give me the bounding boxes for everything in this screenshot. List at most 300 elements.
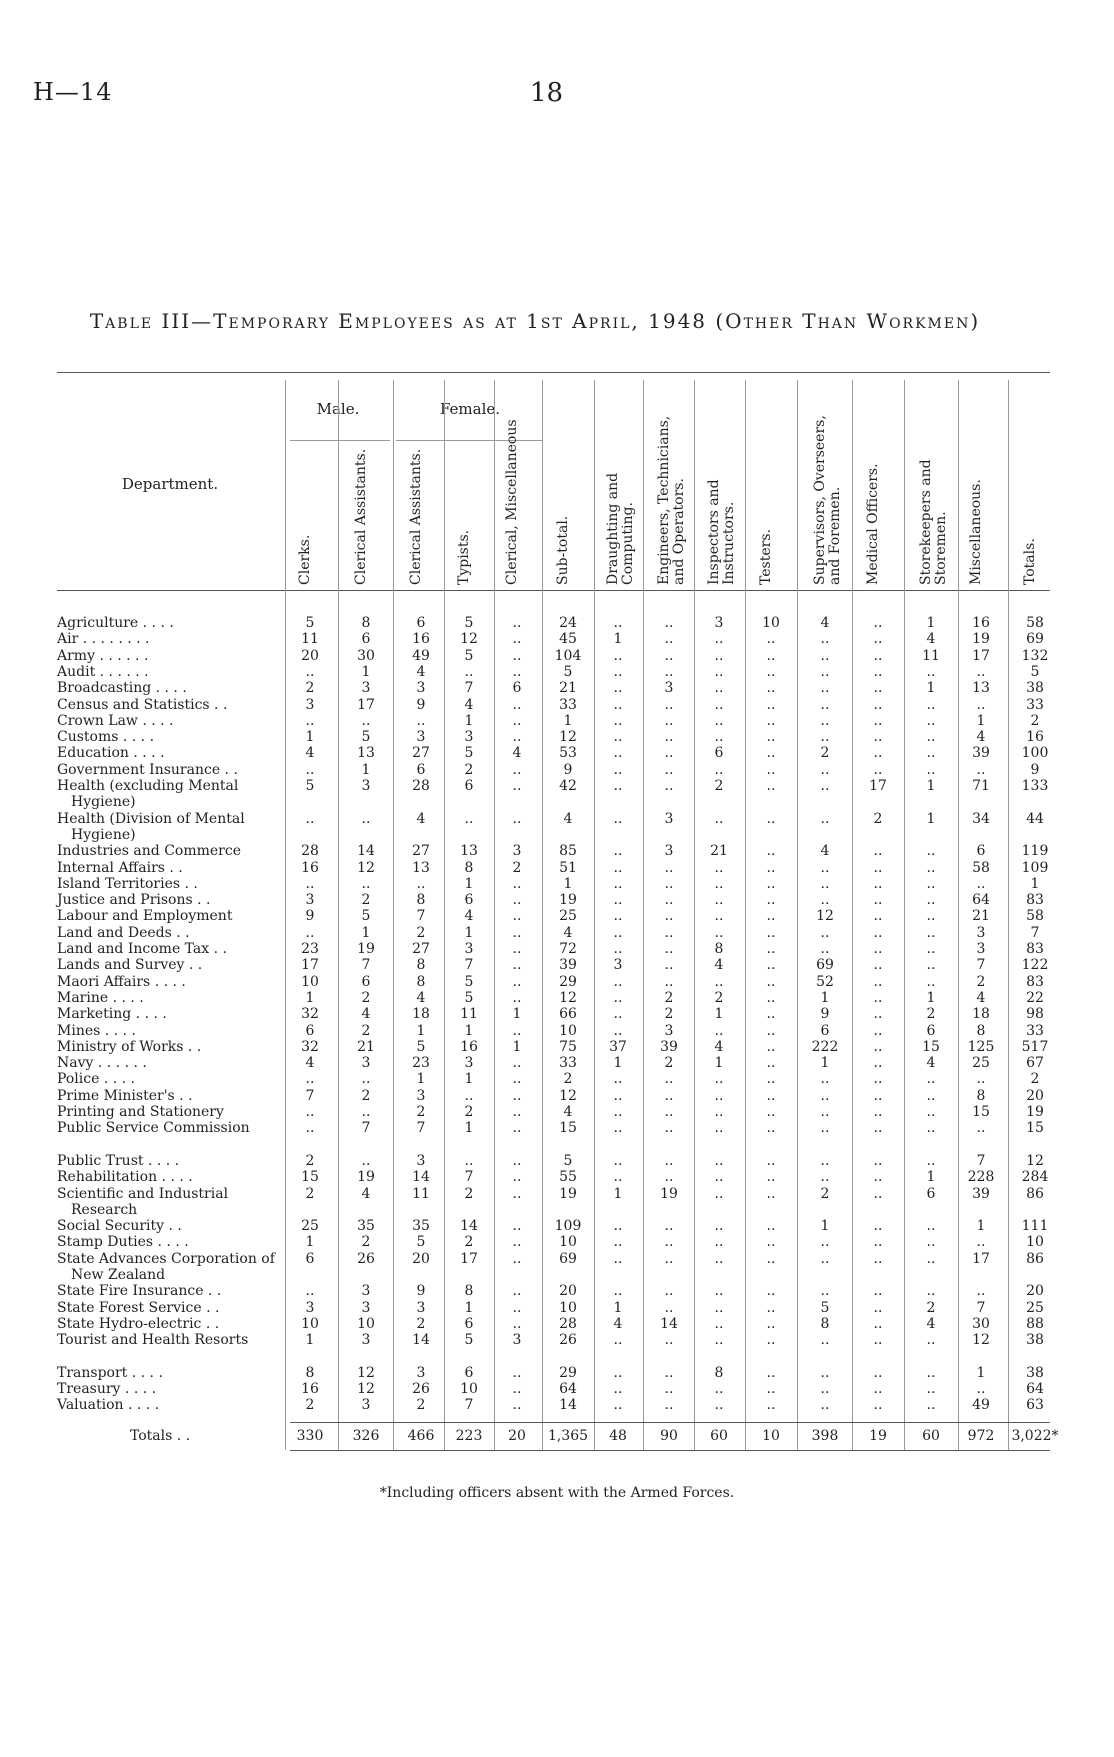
table-cell: 4 <box>714 957 724 974</box>
table-cell: .. <box>512 631 522 648</box>
table-cell: .. <box>766 1397 776 1414</box>
table-cell: .. <box>926 712 936 729</box>
table-cell: .. <box>512 989 522 1006</box>
table-cell: 21 <box>972 908 990 925</box>
table-cell: 1 <box>464 875 474 892</box>
table-cell: .. <box>820 1283 830 1300</box>
table-cell: .. <box>976 696 986 713</box>
table-cell: .. <box>766 631 776 648</box>
table-cell: 27 <box>412 941 430 957</box>
table-cell: .. <box>766 761 776 778</box>
table-cell: .. <box>820 892 830 909</box>
table-cell: .. <box>820 696 830 713</box>
department-name: State Hydro-electric . . <box>57 1315 220 1332</box>
table-cell: 14 <box>412 1169 430 1186</box>
table-cell: 1 <box>464 1022 474 1039</box>
table-cell: 6 <box>512 680 522 697</box>
column-header: Sub-total. <box>555 515 571 585</box>
table-cell: .. <box>820 1364 830 1381</box>
table-cell: 3 <box>976 924 986 941</box>
table-cell: .. <box>926 973 936 990</box>
department-name: Transport . . . . <box>57 1364 163 1381</box>
table-cell: .. <box>613 924 623 941</box>
table-cell: 6 <box>976 843 986 860</box>
table-cell: .. <box>664 696 674 713</box>
department-name: Public Service Commission <box>57 1120 250 1137</box>
column-header: Clerks. <box>297 534 313 585</box>
table-cell: 25 <box>301 1218 319 1235</box>
table-cell: .. <box>766 1299 776 1316</box>
table-cell: 1 <box>820 989 830 1006</box>
table-cell: 10 <box>460 1381 478 1398</box>
table-cell: .. <box>613 973 623 990</box>
table-cell: .. <box>664 1104 674 1120</box>
table-cell: .. <box>664 745 674 762</box>
table-cell: .. <box>820 1152 830 1169</box>
table-cell: 27 <box>412 745 430 762</box>
table-cell: .. <box>766 875 776 892</box>
table-cell: 2 <box>926 1299 936 1316</box>
table-cell: 8 <box>714 941 724 957</box>
column-header: Testers. <box>758 529 774 585</box>
table-cell: .. <box>873 1055 883 1072</box>
table-cell: .. <box>664 1234 674 1251</box>
table-cell: 1 <box>976 1364 986 1381</box>
table-cell: 7 <box>416 908 426 925</box>
table-cell: 29 <box>559 973 577 990</box>
table-cell: 37 <box>609 1038 627 1055</box>
table-cell: 2 <box>361 989 371 1006</box>
table-cell: 109 <box>1021 859 1049 876</box>
table-cell: .. <box>873 892 883 909</box>
table-cell: 104 <box>554 647 582 664</box>
table-cell: .. <box>873 1185 883 1202</box>
table-cell: .. <box>664 908 674 925</box>
table-cell: .. <box>361 712 371 729</box>
table-cell: 4 <box>563 810 573 827</box>
table-cell: .. <box>873 989 883 1006</box>
table-cell: 6 <box>464 1364 474 1381</box>
table-cell: 1 <box>613 1299 623 1316</box>
table-cell: .. <box>873 875 883 892</box>
table-cell: 33 <box>1026 696 1044 713</box>
table-cell: .. <box>820 1169 830 1186</box>
table-cell: 19 <box>357 941 375 957</box>
table-cell: 2 <box>664 989 674 1006</box>
table-cell: .. <box>926 924 936 941</box>
table-cell: 2 <box>361 1022 371 1039</box>
department-name: Valuation . . . . <box>57 1397 160 1414</box>
table-cell: .. <box>766 924 776 941</box>
table-cell: 2 <box>714 989 724 1006</box>
table-cell: 12 <box>816 908 834 925</box>
table-cell: 2 <box>1030 712 1040 729</box>
table-cell: 58 <box>1026 615 1044 631</box>
table-cell: .. <box>613 1381 623 1398</box>
table-cell: 5 <box>305 778 315 794</box>
table-cell: .. <box>512 957 522 974</box>
table-cell: 12 <box>559 1087 577 1104</box>
table-cell: .. <box>305 1120 315 1137</box>
table-cell: 10 <box>559 1234 577 1251</box>
table-cell: .. <box>305 663 315 680</box>
department-name: Justice and Prisons . . <box>57 892 211 909</box>
column-separator <box>338 380 339 1450</box>
table-cell: .. <box>766 647 776 664</box>
table-cell: 98 <box>1026 1006 1044 1023</box>
table-cell: 7 <box>361 957 371 974</box>
table-cell: .. <box>664 1120 674 1137</box>
table-cell: .. <box>664 1071 674 1088</box>
table-cell: 45 <box>559 631 577 648</box>
table-cell: .. <box>873 1022 883 1039</box>
table-cell: .. <box>613 663 623 680</box>
table-cell: .. <box>305 712 315 729</box>
table-cell: .. <box>820 647 830 664</box>
table-cell: 25 <box>972 1055 990 1072</box>
table-cell: 20 <box>412 1250 430 1267</box>
table-cell: .. <box>664 859 674 876</box>
table-cell: .. <box>926 957 936 974</box>
table-cell: 8 <box>464 1283 474 1300</box>
table-cell: .. <box>820 663 830 680</box>
table-cell: 1 <box>512 1038 522 1055</box>
table-cell: 4 <box>305 1055 315 1072</box>
table-cell: .. <box>613 810 623 827</box>
table-cell: .. <box>664 973 674 990</box>
table-cell: 17 <box>357 696 375 713</box>
table-cell: .. <box>512 908 522 925</box>
table-cell: .. <box>305 810 315 827</box>
table-cell: 2 <box>361 1087 371 1104</box>
column-header: Clerical Assistants. <box>353 448 369 585</box>
table-cell: .. <box>976 1234 986 1251</box>
totals-cell: 398 <box>811 1427 839 1444</box>
table-cell: .. <box>714 712 724 729</box>
table-cell: .. <box>613 1087 623 1104</box>
table-cell: 1 <box>926 1169 936 1186</box>
table-cell: 7 <box>361 1120 371 1137</box>
table-cell: 12 <box>559 729 577 746</box>
department-name: Industries and Commerce <box>57 843 241 860</box>
table-cell: .. <box>766 1381 776 1398</box>
table-cell: .. <box>873 1152 883 1169</box>
table-cell: 3 <box>305 892 315 909</box>
department-name: Maori Affairs . . . . <box>57 973 186 990</box>
table-cell: 228 <box>967 1169 995 1186</box>
department-name: Audit . . . . . . <box>57 663 149 680</box>
table-cell: .. <box>613 696 623 713</box>
table-cell: .. <box>512 729 522 746</box>
table-cell: 17 <box>301 957 319 974</box>
table-cell: 17 <box>972 647 990 664</box>
column-header: Medical Officers. <box>865 463 881 585</box>
table-cell: .. <box>664 761 674 778</box>
table-cell: 35 <box>357 1218 375 1235</box>
table-cell: .. <box>361 810 371 827</box>
table-cell: 1 <box>714 1055 724 1072</box>
table-cell: 8 <box>714 1364 724 1381</box>
table-cell: 58 <box>1026 908 1044 925</box>
table-cell: .. <box>512 973 522 990</box>
column-header: Draughting and Computing. <box>605 472 636 585</box>
table-cell: .. <box>873 1283 883 1300</box>
table-cell: .. <box>305 875 315 892</box>
table-cell: 4 <box>926 1315 936 1332</box>
table-cell: 15 <box>301 1169 319 1186</box>
table-cell: .. <box>766 1087 776 1104</box>
table-cell: 2 <box>664 1006 674 1023</box>
table-cell: .. <box>714 663 724 680</box>
table-cell: 11 <box>922 647 940 664</box>
table-cell: 1 <box>361 663 371 680</box>
table-cell: .. <box>613 1120 623 1137</box>
table-cell: .. <box>613 1218 623 1235</box>
table-cell: .. <box>873 908 883 925</box>
department-name: Agriculture . . . . <box>57 615 174 631</box>
table-cell: 2 <box>664 1055 674 1072</box>
table-cell: 3 <box>464 729 474 746</box>
table-cell: .. <box>613 908 623 925</box>
table-cell: .. <box>512 875 522 892</box>
table-cell: 1 <box>926 615 936 631</box>
table-cell: .. <box>714 1218 724 1235</box>
table-cell: 49 <box>972 1397 990 1414</box>
table-cell: .. <box>714 1022 724 1039</box>
department-name: Education . . . . <box>57 745 165 762</box>
table-cell: .. <box>613 1332 623 1349</box>
table-cell: 7 <box>305 1087 315 1104</box>
table-cell: .. <box>976 1283 986 1300</box>
table-cell: .. <box>512 892 522 909</box>
table-cell: .. <box>873 615 883 631</box>
table-cell: 1 <box>714 1006 724 1023</box>
department-name: Public Trust . . . . <box>57 1152 180 1169</box>
table-cell: .. <box>766 843 776 860</box>
table-cell: .. <box>926 696 936 713</box>
table-cell: .. <box>873 761 883 778</box>
table-cell: .. <box>926 843 936 860</box>
table-cell: .. <box>766 1218 776 1235</box>
table-cell: 2 <box>305 1397 315 1414</box>
table-cell: 1 <box>976 712 986 729</box>
table-cell: 16 <box>301 859 319 876</box>
table-cell: 6 <box>416 615 426 631</box>
table-cell: .. <box>820 941 830 957</box>
table-cell: 24 <box>559 615 577 631</box>
table-cell: .. <box>664 924 674 941</box>
table-cell: 12 <box>972 1332 990 1349</box>
table-cell: 21 <box>710 843 728 860</box>
table-cell: .. <box>873 1071 883 1088</box>
table-cell: 26 <box>412 1381 430 1398</box>
table-cell: 4 <box>464 696 474 713</box>
table-cell: .. <box>766 1283 776 1300</box>
table-cell: .. <box>305 1283 315 1300</box>
table-cell: .. <box>766 663 776 680</box>
table-cell: 8 <box>416 957 426 974</box>
table-cell: 3 <box>664 810 674 827</box>
table-cell: 8 <box>820 1315 830 1332</box>
table-cell: 3 <box>361 1299 371 1316</box>
table-cell: 5 <box>464 615 474 631</box>
table-cell: 3 <box>361 1397 371 1414</box>
table-cell: .. <box>820 1120 830 1137</box>
table-cell: 2 <box>464 1104 474 1120</box>
table-cell: 7 <box>464 1169 474 1186</box>
table-cell: 7 <box>976 1152 986 1169</box>
table-cell: 4 <box>820 615 830 631</box>
table-cell: 284 <box>1021 1169 1049 1186</box>
table-cell: .. <box>613 680 623 697</box>
totals-cell: 330 <box>296 1427 324 1444</box>
department-name: Stamp Duties . . . . <box>57 1234 189 1251</box>
table-cell: .. <box>820 631 830 648</box>
table-cell: 5 <box>464 745 474 762</box>
table-cell: .. <box>820 1332 830 1349</box>
column-header: Typists. <box>456 529 472 585</box>
table-cell: 1 <box>613 631 623 648</box>
table-cell: 6 <box>305 1250 315 1267</box>
table-cell: .. <box>714 973 724 990</box>
table-cell: 7 <box>464 1397 474 1414</box>
table-cell: 3 <box>361 680 371 697</box>
table-cell: 30 <box>972 1315 990 1332</box>
table-cell: .. <box>464 663 474 680</box>
table-cell: 15 <box>922 1038 940 1055</box>
table-cell: .. <box>820 1234 830 1251</box>
department-name: Island Territories . . <box>57 875 198 892</box>
table-cell: .. <box>664 631 674 648</box>
table-cell: .. <box>305 1104 315 1120</box>
table-cell: 1 <box>464 1299 474 1316</box>
table-cell: 7 <box>1030 924 1040 941</box>
table-cell: 10 <box>559 1022 577 1039</box>
table-cell: 2 <box>563 1071 573 1088</box>
table-cell: .. <box>613 1104 623 1120</box>
column-separator <box>797 380 798 1450</box>
table-cell: .. <box>873 957 883 974</box>
totals-cell: 466 <box>407 1427 435 1444</box>
table-cell: .. <box>926 941 936 957</box>
table-cell: 1 <box>563 712 573 729</box>
column-header: Engineers, Technicians, and Operators. <box>656 415 687 585</box>
table-cell: .. <box>873 712 883 729</box>
table-cell: .. <box>664 1283 674 1300</box>
table-cell: .. <box>766 1055 776 1072</box>
table-cell: .. <box>664 1381 674 1398</box>
table-cell: 6 <box>305 1022 315 1039</box>
table-cell: 51 <box>559 859 577 876</box>
table-cell: 75 <box>559 1038 577 1055</box>
table-cell: 1 <box>305 1332 315 1349</box>
table-cell: .. <box>613 1250 623 1267</box>
table-cell: .. <box>926 1234 936 1251</box>
table-cell: 9 <box>416 1283 426 1300</box>
table-cell: 4 <box>416 810 426 827</box>
table-cell: .. <box>820 924 830 941</box>
table-cell: 39 <box>559 957 577 974</box>
table-cell: .. <box>613 778 623 794</box>
table-cell: 16 <box>460 1038 478 1055</box>
table-cell: 1 <box>563 875 573 892</box>
table-cell: .. <box>766 1250 776 1267</box>
table-cell: 67 <box>1026 1055 1044 1072</box>
table-cell: 85 <box>559 843 577 860</box>
department-name: Land and Deeds . . <box>57 924 190 941</box>
table-cell: .. <box>926 663 936 680</box>
table-cell: .. <box>512 1283 522 1300</box>
table-cell: .. <box>714 1332 724 1349</box>
table-cell: .. <box>976 1381 986 1398</box>
table-cell: .. <box>873 1038 883 1055</box>
table-cell: 14 <box>660 1315 678 1332</box>
table-cell: .. <box>664 712 674 729</box>
table-cell: 2 <box>976 973 986 990</box>
table-cell: .. <box>766 1120 776 1137</box>
table-cell: 6 <box>464 778 474 794</box>
table-cell: 3 <box>416 729 426 746</box>
table-cell: .. <box>512 1087 522 1104</box>
table-cell: .. <box>664 1397 674 1414</box>
table-cell: .. <box>714 1250 724 1267</box>
table-cell: 2 <box>714 778 724 794</box>
table-cell: .. <box>613 892 623 909</box>
department-name: Census and Statistics . . <box>57 696 228 713</box>
table-cell: 1 <box>464 712 474 729</box>
table-cell: 14 <box>460 1218 478 1235</box>
table-cell: 4 <box>464 908 474 925</box>
table-cell: .. <box>873 1006 883 1023</box>
table-cell: 119 <box>1021 843 1049 860</box>
table-cell: .. <box>512 647 522 664</box>
table-cell: 4 <box>820 843 830 860</box>
table-cell: 1 <box>305 729 315 746</box>
table-cell: 28 <box>301 843 319 860</box>
table-cell: .. <box>613 859 623 876</box>
table-cell: .. <box>714 1381 724 1398</box>
table-cell: 3 <box>416 1152 426 1169</box>
table-cell: .. <box>416 712 426 729</box>
table-cell: 1 <box>613 1185 623 1202</box>
column-header: Supervisors, Overseers, and Foremen. <box>812 415 843 585</box>
department-name: Crown Law . . . . <box>57 712 174 729</box>
table-cell: 2 <box>464 761 474 778</box>
table-cell: .. <box>714 729 724 746</box>
table-cell: .. <box>873 663 883 680</box>
totals-cell: 60 <box>710 1427 728 1444</box>
table-cell: .. <box>664 875 674 892</box>
table-cell: 9 <box>416 696 426 713</box>
department-name: Marine . . . . <box>57 989 144 1006</box>
department-name: Rehabilitation . . . . <box>57 1169 193 1186</box>
totals-cell: 1,365 <box>547 1427 589 1444</box>
table-cell: 7 <box>976 1299 986 1316</box>
table-cell: 16 <box>301 1381 319 1398</box>
table-cell: 13 <box>460 843 478 860</box>
table-cell: .. <box>613 1152 623 1169</box>
table-cell: 32 <box>301 1038 319 1055</box>
table-cell: .. <box>766 908 776 925</box>
table-cell: .. <box>766 1364 776 1381</box>
table-cell: .. <box>714 1152 724 1169</box>
table-cell: 3 <box>664 680 674 697</box>
table-cell: .. <box>613 1006 623 1023</box>
table-cell: 1 <box>305 989 315 1006</box>
table-cell: 1 <box>926 680 936 697</box>
page-header-left: H—14 <box>33 78 113 106</box>
department-name: Social Security . . <box>57 1218 182 1235</box>
